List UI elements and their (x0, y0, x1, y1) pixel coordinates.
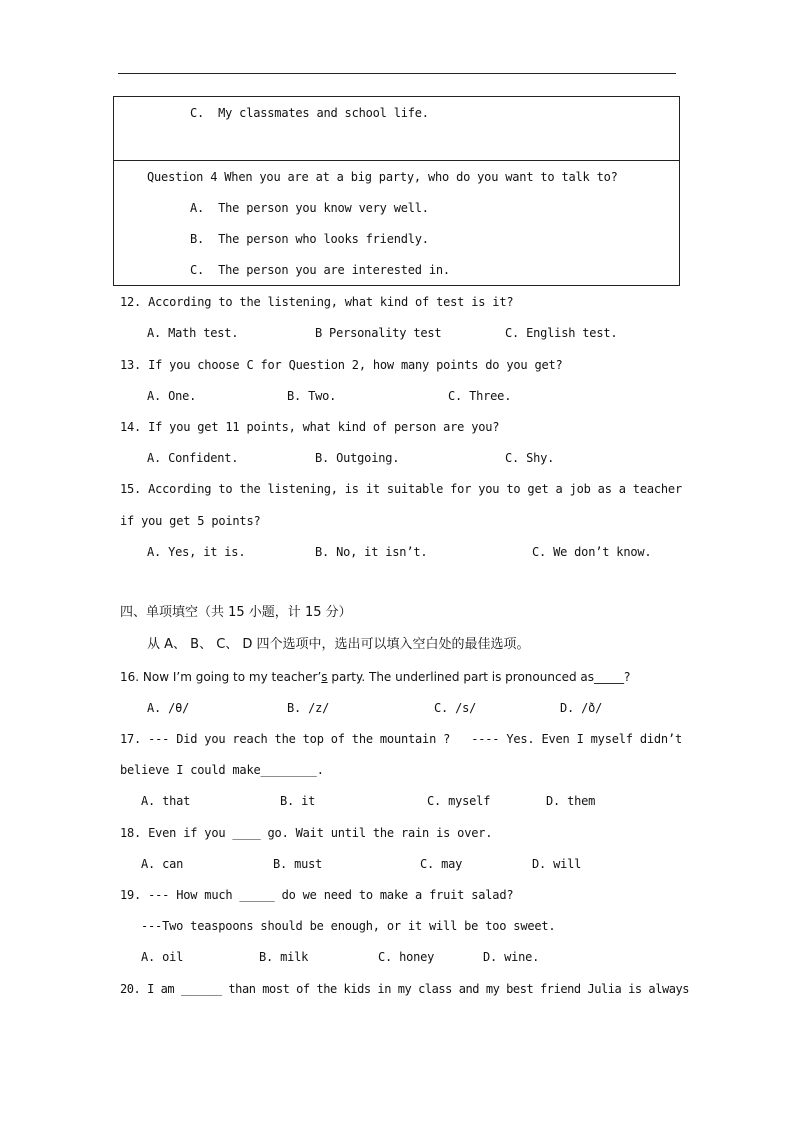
question-18-option-d: D. will (532, 857, 582, 871)
question-17-stem-line-1: 17. --- Did you reach the top of the mountain ? ---- Yes. Even I myself didn’t (120, 732, 682, 746)
question-16-stem (120, 669, 630, 685)
section-4-heading: 四、单项填空（共 15 小题，计 15 分） (120, 605, 352, 620)
question-16-option-c: C. /s/ (434, 701, 477, 715)
question-20-stem: 20. I am ______ than most of the kids in my class and my best friend Julia is always (120, 982, 690, 996)
question-18-stem: 18. Even if you ____ go. Wait until the rain is over. (120, 826, 493, 840)
question-19-option-c: C. honey (378, 950, 435, 964)
question-16-stem-after: party. The underlined part is pronounced as_____? (327, 670, 631, 684)
question-13-option-c: C. Three. (448, 389, 512, 403)
question-16-option-b: B. /z/ (287, 701, 330, 715)
question-14-option-b: B. Outgoing. (315, 451, 400, 465)
question-19-reply: ---Two teaspoons should be enough, or it will be too sweet. (141, 919, 556, 933)
question-17-option-d: D. them (546, 794, 596, 808)
table-option-c-text: C. My classmates and school life. (190, 106, 429, 120)
question-13-option-a: A. One. (147, 389, 197, 403)
question-4-option-a: A. The person you know very well. (190, 201, 429, 215)
question-18-option-a: A. can (141, 857, 184, 871)
question-15-option-c: C. We don’t know. (532, 545, 652, 559)
question-17-option-b: B. it (280, 794, 316, 808)
question-19-option-b: B. milk (259, 950, 309, 964)
question-19-option-a: A. oil (141, 950, 184, 964)
question-17-option-c: C. myself (427, 794, 491, 808)
question-18-option-b: B. must (273, 857, 323, 871)
section-4-instruction: 从 A、 B、 C、 D 四个选项中，选出可以填入空白处的最佳选项。 (147, 637, 530, 652)
question-15-stem-line-2: if you get 5 points? (120, 514, 261, 528)
question-12-stem: 12. According to the listening, what kind of test is it? (120, 295, 514, 309)
header-rule (118, 73, 676, 74)
question-13-stem: 13. If you choose C for Question 2, how many points do you get? (120, 358, 563, 372)
question-14-stem: 14. If you get 11 points, what kind of person are you? (120, 420, 500, 434)
question-4-option-c: C. The person you are interested in. (190, 263, 450, 277)
question-16-option-a: A. /θ/ (147, 701, 190, 715)
question-17-stem-line-2: believe I could make________. (120, 763, 324, 777)
question-16-underlined: s (321, 670, 328, 684)
question-15-option-b: B. No, it isn’t. (315, 545, 428, 559)
question-12-option-c: C. English test. (505, 326, 618, 340)
question-13-option-b: B. Two. (287, 389, 337, 403)
question-12-option-b: B Personality test (315, 326, 442, 340)
question-18-option-c: C. may (420, 857, 463, 871)
question-16-stem-before: 16. Now I’m going to my teacher’ (120, 670, 322, 684)
question-17-option-a: A. that (141, 794, 191, 808)
question-19-option-d: D. wine. (483, 950, 540, 964)
question-19-stem: 19. --- How much _____ do we need to make a fruit salad? (120, 888, 514, 902)
question-16-option-d: D. /ð/ (560, 701, 603, 715)
question-4-text: Question 4 When you are at a big party, who do you want to talk to? (147, 170, 618, 184)
question-14-option-c: C. Shy. (505, 451, 555, 465)
question-14-option-a: A. Confident. (147, 451, 239, 465)
question-15-option-a: A. Yes, it is. (147, 545, 246, 559)
question-4-option-b: B. The person who looks friendly. (190, 232, 429, 246)
question-15-stem-line-1: 15. According to the listening, is it suitable for you to get a job as a teacher (120, 482, 682, 496)
question-12-option-a: A. Math test. (147, 326, 239, 340)
